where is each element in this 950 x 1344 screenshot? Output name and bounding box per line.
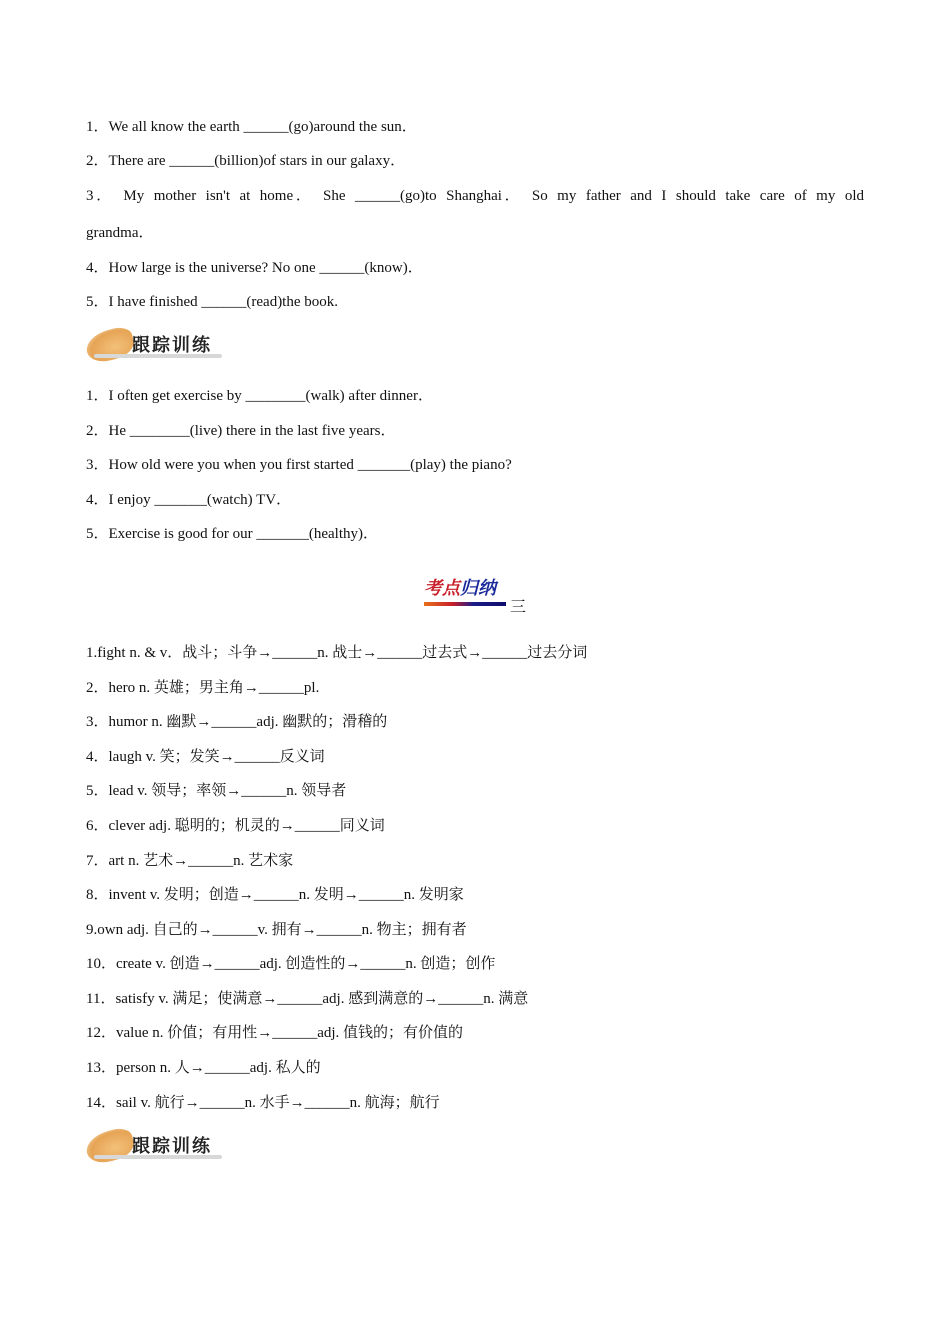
exercise-1-3: 3． My mother isn't at home． She ______(go)to Shanghai． So my father and I should take care of my old [86,188,864,204]
vocab-12: 12．value n. 价值；有用性→______adj. 值钱的；有价值的 [86,1025,464,1041]
exercise-2-1: 1．I often get exercise by ________(walk) after dinner． [86,388,433,404]
section-heading [424,574,527,616]
vocab-10: 10．create v. 创造→______adj. 创造性的→______n. 创造；创作 [86,956,496,972]
heading-underline [424,602,506,606]
vocab-8: 8．invent v. 发明；创造→______n. 发明→______n. 发明家 [86,887,464,903]
exercise-1-4: 4．How large is the universe? No one ______(know)． [86,260,423,276]
exercise-2-3: 3．How old were you when you first started _______(play) the piano? [86,457,512,473]
banner-label: 跟踪训练 [132,1136,212,1157]
vocab-6: 6．clever adj. 聪明的；机灵的→______同义词 [86,818,385,834]
vocab-9: 9.own adj. 自己的→______v. 拥有→______n. 物主；拥有者 [86,922,467,938]
exercise-1-2: 2．There are ______(billion)of stars in our galaxy． [86,153,406,169]
vocab-11: 11．satisfy v. 满足；使满意→______adj. 感到满意的→______n. 满意 [86,991,529,1007]
exercise-2-5: 5．Exercise is good for our _______(healthy)． [86,526,379,542]
banner-label: 跟踪训练 [132,335,212,356]
shell-icon [83,1125,137,1166]
vocab-1: 1.fight n. & v．战斗；斗争→______n. 战士→______过去式→______过去分词 [86,645,588,661]
practice-banner-2 [84,1127,224,1167]
exercise-1-1: 1．We all know the earth ______(go)around the sun． [86,119,417,135]
exercise-2-4: 4．I enjoy _______(watch) TV． [86,492,292,508]
vocab-7: 7．art n. 艺术→______n. 艺术家 [86,853,294,869]
vocab-14: 14．sail v. 航行→______n. 水手→______n. 航海；航行 [86,1095,440,1111]
vocab-2: 2．hero n. 英雄；男主角→______pl. [86,680,320,696]
vocab-5: 5．lead v. 领导；率领→______n. 领导者 [86,783,347,799]
heading-blue: 归纳 [460,578,496,599]
exercise-1-3-cont: grandma． [86,225,154,241]
practice-banner [84,326,224,366]
heading-red: 考点 [424,578,460,599]
exercise-2-2: 2．He ________(live) there in the last five years． [86,423,396,439]
exercise-1-5: 5．I have finished ______(read)the book. [86,294,339,310]
heading-number: 三 [510,599,527,616]
vocab-13: 13．person n. 人→______adj. 私人的 [86,1060,321,1076]
vocab-4: 4．laugh v. 笑；发笑→______反义词 [86,749,325,765]
shell-icon [83,324,137,365]
vocab-3: 3．humor n. 幽默→______adj. 幽默的；滑稽的 [86,714,388,730]
